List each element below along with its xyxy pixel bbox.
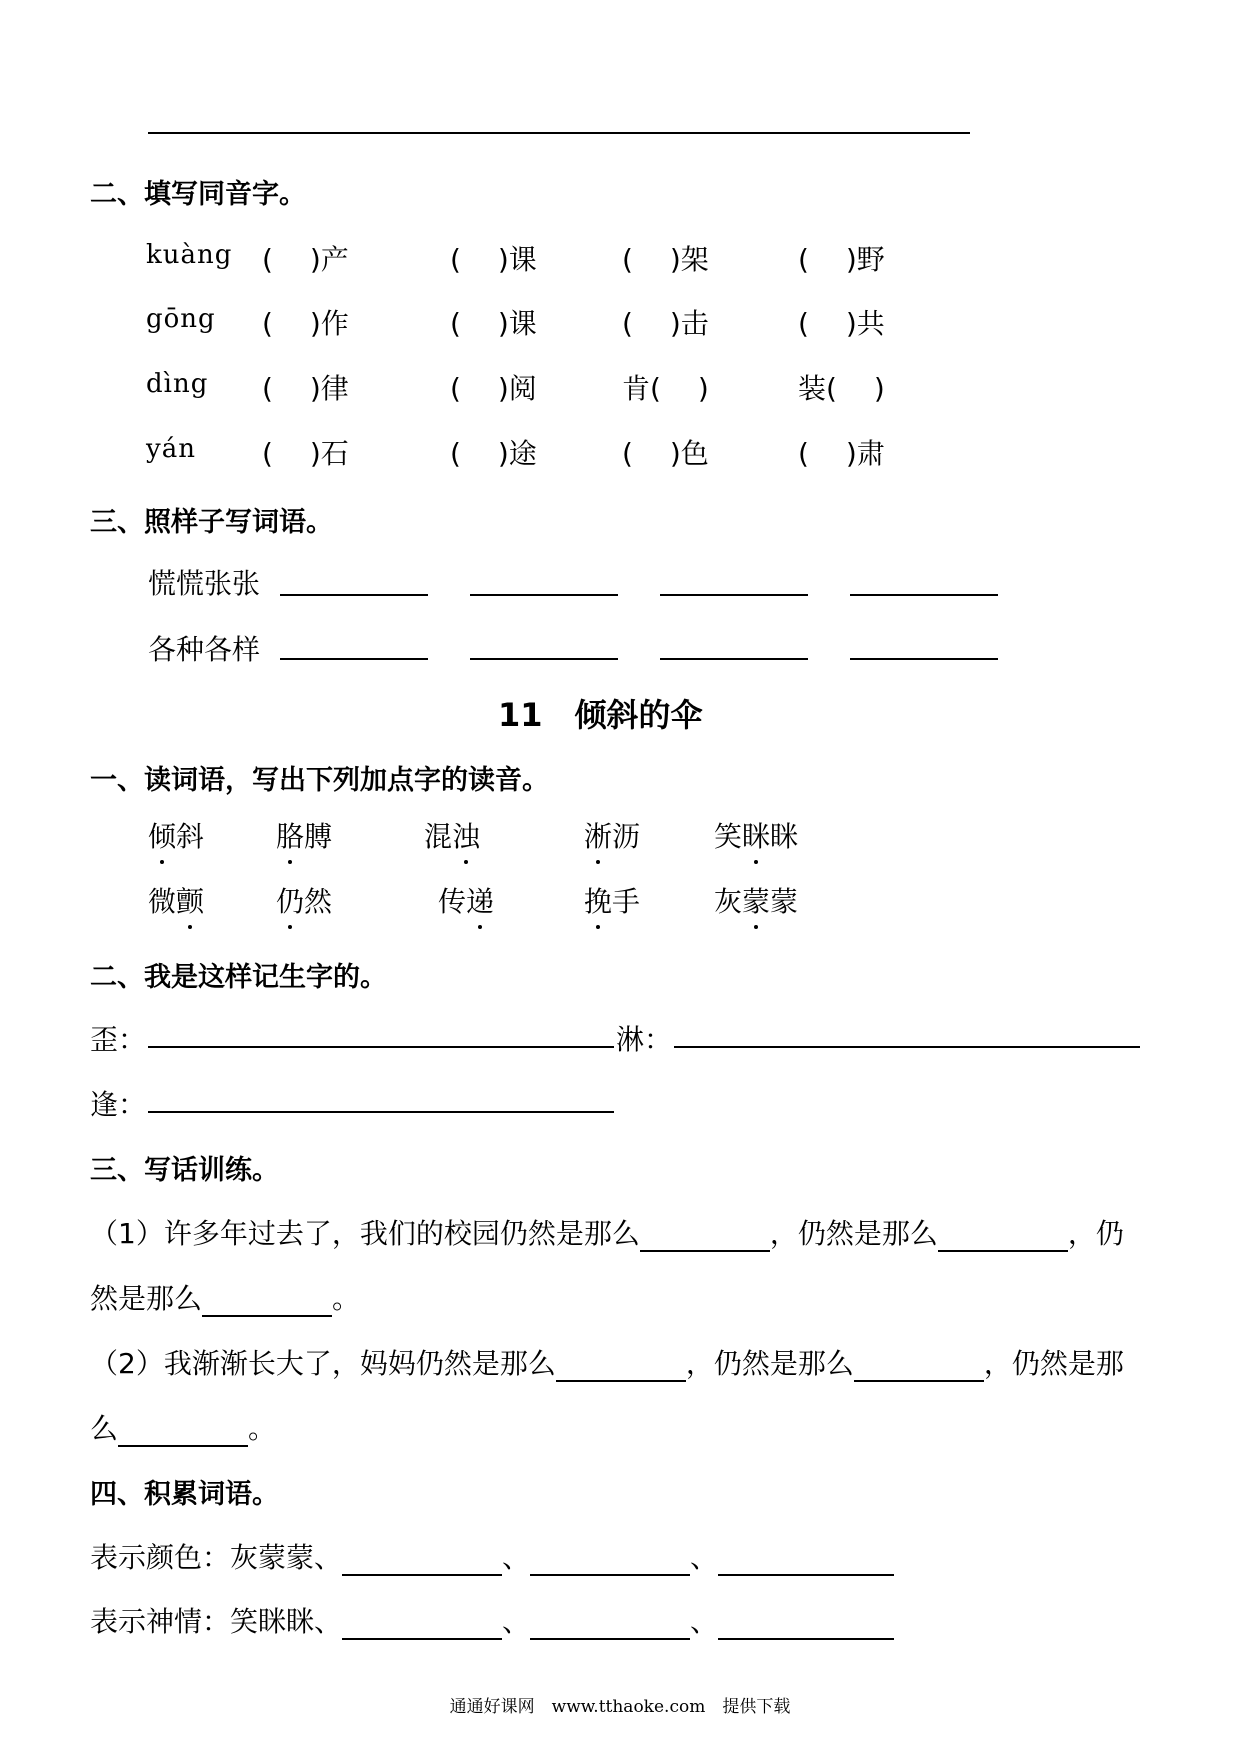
sentence-blank[interactable] (556, 1350, 686, 1382)
section-heading-writing: 三、写话训练。 (90, 1155, 279, 1186)
sentence-text: （2）我渐渐长大了，妈妈仍然是那么 (90, 1347, 556, 1380)
vocab-char: 笑 (714, 820, 743, 853)
word-blank[interactable] (850, 658, 998, 660)
row-label: 表示神情：笑眯眯、 (90, 1605, 343, 1638)
char-label-feng: 逢： (90, 1088, 147, 1121)
word-blank[interactable] (470, 594, 618, 596)
expression-words-row (90, 1600, 894, 1640)
color-words-row (90, 1536, 894, 1576)
sentence-blank[interactable] (938, 1220, 1068, 1252)
dotted-char: 递 (466, 880, 494, 920)
char-memo-blank[interactable] (148, 1111, 614, 1113)
separator: 、 (690, 1541, 719, 1574)
dotted-char: 蒙 (742, 880, 770, 920)
homophone-blank-item[interactable]: 装( ) (798, 372, 885, 405)
char-label-wai: 歪： (90, 1023, 147, 1056)
pinyin-label: gōng (146, 304, 216, 334)
vocab-word (714, 815, 798, 855)
footer-source: 通通好课网 www.tthaoke.com 提供下载 (449, 1697, 791, 1717)
dotted-char: 仍 (276, 880, 304, 920)
separator: 、 (690, 1605, 719, 1638)
dotted-char: 眯 (742, 815, 770, 855)
dotted-char: 浊 (452, 815, 480, 855)
vocab-char: 斜 (176, 820, 205, 853)
char-label-lin: 淋： (616, 1023, 673, 1056)
sentence-blank[interactable] (118, 1415, 248, 1447)
vocab-word (148, 880, 204, 920)
sentence-text: 。 (248, 1412, 277, 1445)
homophone-blank-item[interactable]: ( )色 (622, 437, 709, 470)
vocab-word (714, 880, 798, 920)
vocab-char: 灰 (714, 885, 743, 918)
homophone-blank-item[interactable]: ( )课 (450, 307, 537, 340)
section-heading-homophones: 二、填写同音字。 (90, 179, 306, 210)
section-heading-word-pattern: 三、照样子写词语。 (90, 507, 333, 538)
word-blank[interactable] (530, 1608, 690, 1640)
vocab-word (584, 880, 640, 920)
separator: 、 (502, 1541, 531, 1574)
homophone-blank-item[interactable]: ( )共 (798, 307, 885, 340)
vocab-word (148, 815, 204, 855)
word-blank[interactable] (530, 1544, 690, 1576)
vocab-char: 手 (612, 885, 641, 918)
homophone-blank-item[interactable]: ( )石 (262, 437, 349, 470)
dotted-char: 淅 (584, 815, 612, 855)
section-heading-accumulate: 四、积累词语。 (90, 1479, 279, 1510)
word-blank[interactable] (342, 1544, 502, 1576)
word-blank[interactable] (280, 658, 428, 660)
dotted-char: 挽 (584, 880, 612, 920)
homophone-blank-item[interactable]: ( )野 (798, 243, 885, 276)
sentence-blank[interactable] (854, 1350, 984, 1382)
vocab-char: 眯 (770, 820, 799, 853)
section-heading-pronunciation: 一、读词语，写出下列加点字的读音。 (90, 765, 549, 796)
pinyin-label: dìng (146, 369, 209, 399)
sentence-text: ，仍 (1067, 1217, 1124, 1250)
char-memo-blank[interactable] (148, 1046, 614, 1048)
vocab-char: 传 (438, 885, 467, 918)
vocab-char: 微 (148, 885, 177, 918)
example-word-1: 慌慌张张 (148, 567, 261, 600)
sentence-blank[interactable] (202, 1285, 332, 1317)
section-heading-character-memo: 二、我是这样记生字的。 (90, 962, 387, 993)
sentence-text: ，仍然是那么 (685, 1347, 854, 1380)
writing-sentence-1 (90, 1212, 1124, 1252)
homophone-blank-item[interactable]: ( )肃 (798, 437, 885, 470)
vocab-char: 膊 (304, 820, 333, 853)
writing-sentence-2 (90, 1342, 1124, 1382)
char-memo-blank[interactable] (674, 1046, 1140, 1048)
word-blank[interactable] (660, 658, 808, 660)
sentence-text: 么 (90, 1412, 119, 1445)
homophone-blank-item[interactable]: ( )架 (622, 243, 709, 276)
dotted-char: 胳 (276, 815, 304, 855)
vocab-word (584, 815, 640, 855)
row-label: 表示颜色：灰蒙蒙、 (90, 1541, 343, 1574)
word-blank[interactable] (718, 1608, 894, 1640)
sentence-text: ，仍然是那 (983, 1347, 1124, 1380)
vocab-char: 沥 (612, 820, 641, 853)
sentence-text: 然是那么 (90, 1282, 203, 1315)
homophone-blank-item[interactable]: 肯( ) (622, 372, 709, 405)
lesson-title: 11 倾斜的伞 (498, 696, 703, 734)
homophone-blank-item[interactable]: ( )作 (262, 307, 349, 340)
writing-sentence-1-cont (90, 1277, 360, 1317)
sentence-text: ，仍然是那么 (769, 1217, 938, 1250)
word-blank[interactable] (470, 658, 618, 660)
homophone-blank-item[interactable]: ( )产 (262, 243, 349, 276)
word-blank[interactable] (280, 594, 428, 596)
sentence-blank[interactable] (640, 1220, 770, 1252)
writing-sentence-2-cont (90, 1407, 276, 1447)
word-blank[interactable] (718, 1544, 894, 1576)
vocab-word (424, 815, 480, 855)
pinyin-label: kuàng (146, 240, 233, 270)
homophone-blank-item[interactable]: ( )击 (622, 307, 709, 340)
word-blank[interactable] (660, 594, 808, 596)
word-blank[interactable] (342, 1608, 502, 1640)
homophone-blank-item[interactable]: ( )阅 (450, 372, 537, 405)
sentence-text: 。 (332, 1282, 361, 1315)
example-word-2: 各种各样 (148, 633, 261, 666)
vocab-char: 然 (304, 885, 333, 918)
homophone-blank-item[interactable]: ( )律 (262, 372, 349, 405)
homophone-blank-item[interactable]: ( )途 (450, 437, 537, 470)
vocab-word (276, 815, 332, 855)
homophone-blank-item[interactable]: ( )课 (450, 243, 537, 276)
vocab-char: 混 (424, 820, 453, 853)
dotted-char: 颤 (176, 880, 204, 920)
vocab-word (276, 880, 332, 920)
answer-line (148, 132, 970, 134)
word-blank[interactable] (850, 594, 998, 596)
sentence-text: （1）许多年过去了，我们的校园仍然是那么 (90, 1217, 640, 1250)
dotted-char: 倾 (148, 815, 176, 855)
pinyin-label: yán (146, 434, 196, 464)
separator: 、 (502, 1605, 531, 1638)
vocab-word (438, 880, 494, 920)
vocab-char: 蒙 (770, 885, 799, 918)
